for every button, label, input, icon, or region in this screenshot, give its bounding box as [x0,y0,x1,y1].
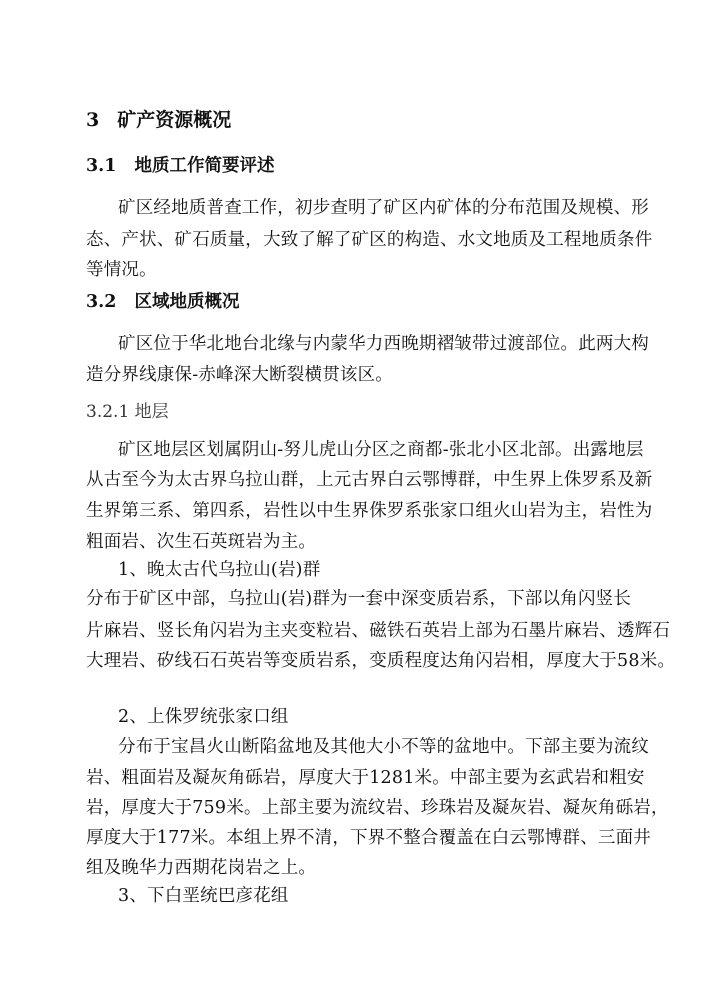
paragraph-line: 岩、粗面岩及凝灰角砾岩，厚度大于1281米。中部主要为玄武岩和粗安 [86,768,645,788]
paragraph-line: 矿区位于华北地台北缘与内蒙华力西晚期褶皱带过渡部位。此两大构 [118,334,649,354]
paragraph-line: 岩，厚度大于759米。上部主要为流纹岩、珍珠岩及凝灰岩、凝灰角砾岩， [86,798,669,818]
section-number: 3.1 [86,156,117,176]
paragraph-line: 造分界线康保-赤峰深大断裂横贯该区。 [86,365,394,385]
paragraph-line: 等情况。 [86,260,157,280]
paragraph-line: 生界第三系、第四系，岩性以中生界侏罗系张家口组火山岩为主，岩性为 [86,501,653,521]
paragraph-line: 态、产状、矿石质量，大致了解了矿区的构造、水文地质及工程地质条件 [86,230,653,250]
paragraph-line: 粗面岩、次生石英斑岩为主。 [86,532,317,552]
section-3-1-heading [86,158,274,176]
paragraph-line: 厚度大于177米。本组上界不清，下界不整合覆盖在白云鄂博群、三面井 [86,828,651,848]
section-3-2-heading [86,294,239,312]
item-1-title: 1、晚太古代乌拉山(岩)群 [118,560,321,580]
paragraph-line: 从古至今为太古界乌拉山群，上元古界白云鄂博群，中生界上侏罗系及新 [86,470,653,490]
paragraph-line: 分布于矿区中部，乌拉山(岩)群为一套中深变质岩系，下部以角闪竖长 [86,589,632,609]
section-3-2-1-heading: 3.2.1 地层 [86,402,169,422]
paragraph-line: 分布于宝昌火山断陷盆地及其他大小不等的盆地中。下部主要为流纹 [118,737,649,757]
paragraph-line: 片麻岩、竖长角闪岩为主夹变粒岩、磁铁石英岩上部为石墨片麻岩、透辉石 [86,621,671,641]
item-2-title: 2、上侏罗统张家口组 [118,707,289,727]
section-number: 3.2 [86,292,117,312]
paragraph-line: 大理岩、矽线石石英岩等变质岩系，变质程度达角闪岩相，厚度大于58米。 [86,651,676,671]
item-3-title: 3、下白垩统巴彦花组 [118,886,289,906]
section-number: 3 [86,109,100,131]
paragraph-line: 矿区经地质普查工作，初步查明了矿区内矿体的分布范围及规模、形 [118,198,649,218]
paragraph-line: 矿区地层区划属阴山-努儿虎山分区之商都-张北小区北部。出露地层 [118,440,644,460]
paragraph-line: 组及晚华力西期花岗岩之上。 [86,858,317,878]
section-title: 区域地质概况 [134,292,240,312]
section-3-heading [86,111,231,130]
section-title: 矿产资源概况 [117,109,232,131]
section-title: 地质工作简要评述 [134,156,275,176]
